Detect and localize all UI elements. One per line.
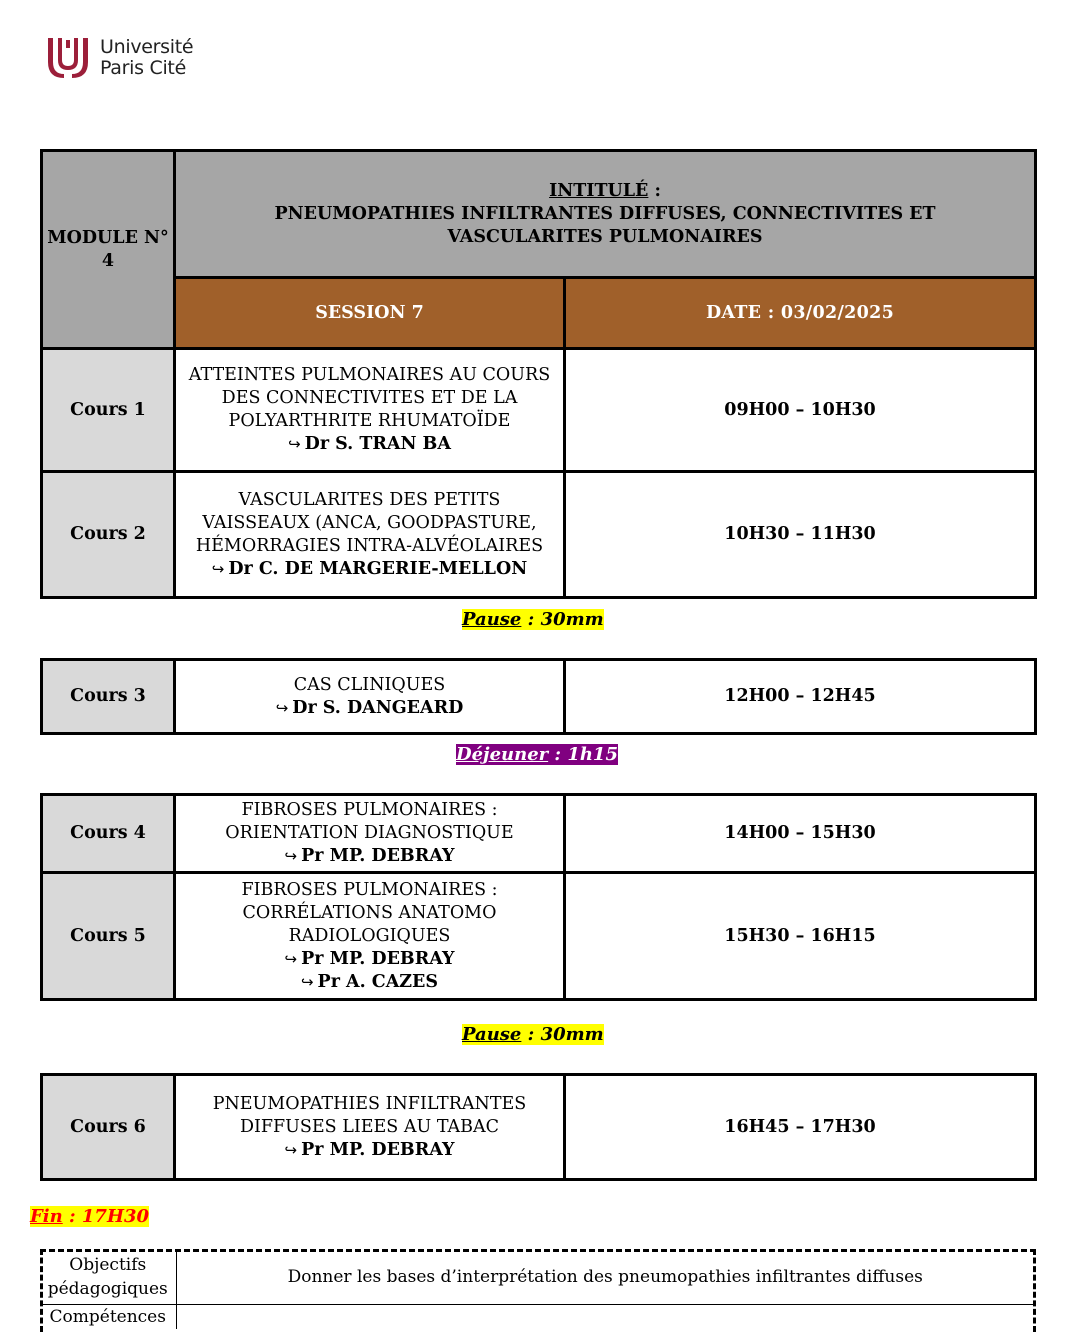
course-label: Cours 3 [42, 660, 175, 734]
course-time: 12H00 – 12H45 [565, 660, 1036, 734]
course-time: 15H30 – 16H15 [565, 873, 1036, 1000]
course-row [42, 795, 1036, 873]
course-label: Cours 1 [42, 349, 175, 472]
objectives-table [40, 1250, 1034, 1329]
title-line2: VASCULARITES PULMONAIRES [447, 226, 763, 247]
hook-arrow-icon: ↪ [284, 949, 298, 968]
course-time: 09H00 – 10H30 [565, 349, 1036, 472]
course-details: VASCULARITES DES PETITS VAISSEAUX (ANCA, GOODPASTURE, HÉMORRAGIES INTRA-ALVÉOLAIRES ↪ Dr C. DE MARGERIE-MELLON [175, 472, 565, 598]
session-date: DATE : 03/02/2025 [565, 278, 1036, 349]
course-speaker: ↪ Dr C. DE MARGERIE-MELLON [211, 558, 528, 579]
title-heading: INTITULÉ [549, 180, 649, 201]
pause-note-1: Pause : 30mm [462, 609, 604, 630]
course-label: Cours 5 [42, 873, 175, 1000]
hook-arrow-icon: ↪ [300, 972, 314, 991]
title-line1: PNEUMOPATHIES INFILTRANTES DIFFUSES, CONNECTIVITES ET [274, 203, 936, 224]
course-speaker: ↪ Pr MP. DEBRAY [284, 846, 455, 866]
course-label: Cours 4 [42, 795, 175, 873]
lunch-note: Déjeuner : 1h15 [456, 744, 618, 765]
course-row [42, 472, 1036, 598]
course-time: 10H30 – 11H30 [565, 472, 1036, 598]
schedule-table-course3 [40, 658, 1037, 735]
course-speaker: ↪ Dr S. DANGEARD [275, 697, 464, 718]
course-details: FIBROSES PULMONAIRES : CORRÉLATIONS ANATOMO RADIOLOGIQUES ↪ Pr MP. DEBRAY ↪ Pr A. CAZES [175, 873, 565, 1000]
university-logo-icon [44, 34, 92, 82]
schedule-table-afternoon [40, 793, 1037, 1001]
course-speaker: ↪ Dr S. TRAN BA [288, 434, 451, 454]
logo-text-line2: Paris Cité [100, 57, 186, 79]
course-time: 14H00 – 15H30 [565, 795, 1036, 873]
university-logo [44, 34, 193, 82]
course-speaker: ↪ Pr MP. DEBRAY [284, 1139, 455, 1160]
module-label: MODULE N° 4 [42, 151, 175, 349]
course-row [42, 349, 1036, 472]
course-row [42, 873, 1036, 1000]
session-label: SESSION 7 [175, 278, 565, 349]
objectives-label: Objectifs pédagogiques [40, 1250, 176, 1304]
hook-arrow-icon: ↪ [284, 847, 298, 865]
schedule-table-morning [40, 149, 1037, 599]
module-title: INTITULÉ : PNEUMOPATHIES INFILTRANTES DIFFUSES, CONNECTIVITES ET VASCULARITES PULMONAIRES [175, 151, 1036, 278]
hook-arrow-icon: ↪ [288, 435, 301, 453]
course-details: PNEUMOPATHIES INFILTRANTES DIFFUSES LIEES AU TABAC ↪ Pr MP. DEBRAY [175, 1075, 565, 1180]
logo-text-line1: Université [100, 36, 194, 58]
course-row [42, 660, 1036, 734]
competences-value [176, 1304, 1034, 1329]
end-note: Fin : 17H30 [30, 1206, 150, 1227]
schedule-table-course6 [40, 1073, 1037, 1181]
hook-arrow-icon: ↪ [284, 1140, 298, 1159]
course-label: Cours 2 [42, 472, 175, 598]
course-row [42, 1075, 1036, 1180]
hook-arrow-icon: ↪ [275, 698, 289, 717]
course-speaker: ↪ Pr A. CAZES [300, 971, 439, 992]
course-details: FIBROSES PULMONAIRES : ORIENTATION DIAGNOSTIQUE ↪ Pr MP. DEBRAY [175, 795, 565, 873]
pause-note-2: Pause : 30mm [462, 1024, 604, 1045]
course-speaker: ↪ Pr MP. DEBRAY [284, 948, 455, 969]
course-details: CAS CLINIQUES ↪ Dr S. DANGEARD [175, 660, 565, 734]
course-details: ATTEINTES PULMONAIRES AU COURS DES CONNECTIVITES ET DE LA POLYARTHRITE RHUMATOÏDE ↪ Dr S. TRAN BA [175, 349, 565, 472]
course-time: 16H45 – 17H30 [565, 1075, 1036, 1180]
course-label: Cours 6 [42, 1075, 175, 1180]
objectives-value: Donner les bases d’interprétation des pneumopathies infiltrantes diffuses [176, 1250, 1034, 1304]
hook-arrow-icon: ↪ [211, 559, 225, 578]
competences-label: Compétences [40, 1304, 176, 1329]
